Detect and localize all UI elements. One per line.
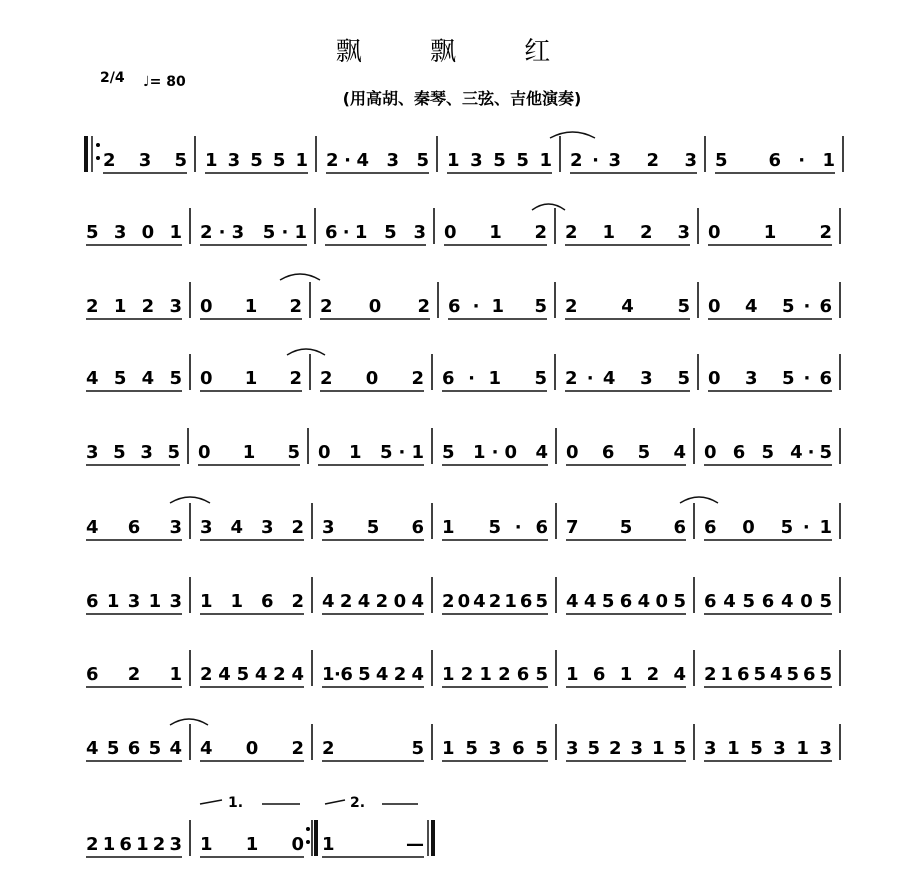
note-group: 6·1 5 3 (325, 222, 426, 243)
note-group: 2 4 5 (565, 296, 690, 317)
tie-slur (680, 497, 718, 503)
note-group: 2 1 2 3 (565, 222, 690, 243)
note-group: 1 — (322, 834, 424, 855)
note-group: 5 1·0 4 (442, 442, 548, 463)
repeat-dot (96, 143, 100, 147)
note-group: 1 3 5 5 1 (447, 150, 552, 171)
tie-slur (170, 497, 210, 503)
note-group: 3 5 6 (322, 517, 424, 538)
note-group: 0 1 2 (200, 368, 302, 389)
tie-slur (170, 719, 208, 725)
note-group: 0 1 5·1 (318, 442, 424, 463)
note-group: 2 5 (322, 738, 424, 759)
volta-bracket (325, 800, 345, 804)
note-group: 0 3 5·6 (708, 368, 832, 389)
note-group: 6·1 5 (448, 296, 547, 317)
note-group: 5 3 0 1 (86, 222, 182, 243)
note-group: 3 1 5 3 1 3 (704, 738, 832, 759)
note-group: 0 6 5 4 (566, 442, 686, 463)
note-group: 4 6 3 (86, 517, 182, 538)
note-group: 1 2 1 2 6 5 (442, 664, 548, 685)
note-group: 4 4 5 6 4 0 5 (566, 591, 686, 612)
note-group: 2 1 2 3 (86, 296, 182, 317)
tie-slur (550, 132, 595, 138)
note-group: 1 5·6 (442, 517, 548, 538)
note-group: 6 0 5·1 (704, 517, 832, 538)
volta-2-label: 2. (350, 795, 366, 811)
note-group: 3 5 3 5 (86, 442, 180, 463)
note-group: 1 6 1 2 4 (566, 664, 686, 685)
note-group: 2·3 5·1 (200, 222, 307, 243)
note-group: 4 5 4 5 (86, 368, 182, 389)
note-group: 2·3 2 3 (570, 150, 697, 171)
note-group: 2 4 5 4 2 4 (200, 664, 304, 685)
note-group: 0 4 5·6 (708, 296, 832, 317)
tie-slur (532, 204, 565, 210)
note-group: 0 1 5 (198, 442, 300, 463)
note-group: 0 1 2 (444, 222, 547, 243)
repeat-dot (96, 156, 100, 160)
tie-slur (287, 349, 325, 355)
note-group: 4 5 6 5 4 (86, 738, 182, 759)
note-group: 5 6·1 (715, 150, 835, 171)
note-group: 1·6 5 4 2 4 (322, 664, 424, 685)
note-group: 4 2 4 2 0 4 (322, 591, 424, 612)
note-group: 1 1 6 2 (200, 591, 304, 612)
note-group: 2 0 2 (320, 296, 430, 317)
note-group: 1 5 3 6 5 (442, 738, 548, 759)
note-group: 2 3 5 (103, 150, 187, 171)
repeat-dot (306, 840, 310, 844)
note-group: 6 4 5 6 4 0 5 (704, 591, 832, 612)
instrumentation-subtitle: (用高胡、秦琴、三弦、吉他演奏) (342, 89, 582, 108)
note-group: 6 2 1 (86, 664, 182, 685)
repeat-dot (306, 827, 310, 831)
note-group: 3 5 2 3 1 5 (566, 738, 686, 759)
note-group: 6 1 3 1 3 (86, 591, 182, 612)
page-title: 飘 飘 红 (335, 37, 581, 67)
note-group: 0 1 2 (200, 296, 302, 317)
note-group: 6·1 5 (442, 368, 547, 389)
note-group: 1 3 5 5 1 (205, 150, 308, 171)
note-group: 2 1 6 1 2 3 (86, 834, 182, 855)
note-group: 0 6 5 4·5 (704, 442, 832, 463)
note-group: 3 4 3 2 (200, 517, 304, 538)
note-group: 2 0 4 2 1 6 5 (442, 591, 548, 612)
note-group: 7 5 6 (566, 517, 686, 538)
tie-slur (280, 274, 320, 280)
note-group: 2·4 3 5 (326, 150, 429, 171)
volta-bracket (200, 800, 222, 804)
time-signature: 2/4 (100, 70, 125, 86)
note-group: 4 0 2 (200, 738, 304, 759)
note-group: 2·4 3 5 (565, 368, 690, 389)
note-group: 2 0 2 (320, 368, 424, 389)
tempo-marking: ♩= 80 (143, 74, 186, 90)
note-group: 1 1 0 (200, 834, 304, 855)
note-group: 2 1 6 5 4 5 6 5 (704, 664, 832, 685)
note-group: 0 1 2 (708, 222, 832, 243)
volta-1-label: 1. (228, 795, 244, 811)
